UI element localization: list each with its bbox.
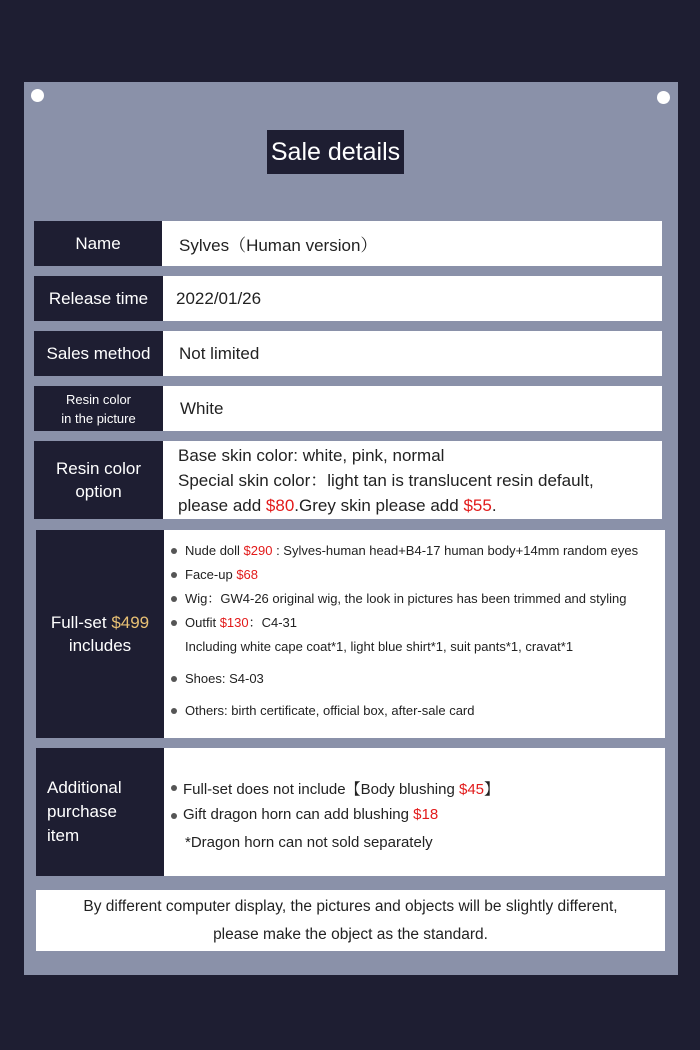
- list-item: [171, 806, 438, 823]
- disclaimer-line2: please make the object as the standard.: [213, 925, 488, 943]
- value-release-time: 2022/01/26: [176, 288, 262, 308]
- item-outfit-detail: Including white cape coat*1, light blue shirt*1, suit pants*1, cravat*1: [185, 639, 574, 654]
- text-segment: Nude doll: [185, 543, 244, 558]
- bullet-icon: [171, 572, 177, 578]
- row-label: [34, 386, 163, 431]
- row-resin-color-picture: [34, 386, 662, 431]
- text-segment: Outfit: [185, 615, 220, 630]
- row-label: [34, 221, 162, 266]
- row-label: [36, 530, 164, 738]
- text-segment: 】: [484, 781, 500, 798]
- row-value: [162, 221, 662, 266]
- label-release-time: Release time: [48, 288, 149, 308]
- price-face-up: $68: [236, 567, 259, 582]
- note: *Dragon horn can not sold separately: [185, 834, 433, 851]
- label-additional-line3: item: [47, 826, 80, 845]
- list-item: [171, 614, 573, 656]
- item-wig: Wig：GW4-26 original wig, the look in pictures has been trimmed and styling: [185, 591, 627, 606]
- price-outfit: $130: [219, 615, 249, 630]
- row-name: [34, 221, 662, 266]
- bullet-icon: [171, 785, 177, 791]
- label-additional-line1: Additional: [47, 778, 122, 797]
- row-fullset: [36, 530, 665, 738]
- text-segment: Full-set: [50, 613, 112, 632]
- row-value: [163, 276, 662, 321]
- list-item: [171, 542, 638, 560]
- resin-option-line3: [178, 493, 497, 518]
- value-name: Sylves（Human version）: [179, 236, 378, 255]
- text-segment: please add: [178, 495, 266, 515]
- value-sales-method: Not limited: [179, 343, 260, 363]
- text-segment: Gift dragon horn can add blushing: [183, 806, 414, 823]
- bullet-icon: [171, 620, 177, 626]
- text-segment: : Sylves-human head+B4-17 human body+14mm random eyes: [272, 543, 639, 558]
- item-shoes: Shoes: S4-03: [185, 671, 264, 686]
- item-others: Others: birth certificate, official box, after-sale card: [185, 703, 475, 718]
- list-item: [171, 778, 499, 799]
- row-value: [163, 331, 662, 376]
- row-value: [164, 748, 665, 876]
- label-resin-picture-line2: in the picture: [61, 410, 136, 426]
- label-name: Name: [75, 233, 121, 253]
- bullet-icon: [171, 676, 177, 682]
- row-label: [34, 331, 163, 376]
- item-body-blushing: [183, 778, 499, 799]
- price-body-blushing: $45: [459, 781, 485, 798]
- label-fullset-line2: includes: [68, 636, 132, 655]
- value-resin-picture: White: [180, 398, 224, 418]
- pin-dot-right: [657, 91, 670, 104]
- text-segment: Full-set does not include【Body blushing: [183, 781, 459, 798]
- pin-dot-left: [31, 89, 44, 102]
- item-nude-doll: [185, 542, 638, 560]
- row-value: [163, 441, 662, 519]
- resin-option-line2: Special skin color：light tan is translucent resin default,: [178, 470, 594, 490]
- bullet-icon: [171, 708, 177, 714]
- list-item: [171, 566, 258, 584]
- label-sales-method: Sales method: [46, 343, 151, 363]
- disclaimer: [36, 890, 665, 951]
- row-value: [163, 386, 662, 431]
- price-grey-skin: $55: [463, 495, 492, 515]
- price-light-tan: $80: [265, 495, 295, 515]
- text-segment: ：C4-31: [248, 615, 298, 630]
- label-resin-picture-line1: Resin color: [65, 391, 132, 407]
- price-fullset: $499: [111, 613, 150, 632]
- item-face-up: [185, 566, 258, 584]
- sale-details-panel: [24, 82, 678, 975]
- label-resin-option-line2: option: [75, 482, 122, 501]
- row-label: [36, 748, 164, 876]
- row-release-time: [34, 276, 662, 321]
- row-additional-purchase: [36, 748, 665, 876]
- item-dragon-horn: [183, 806, 438, 823]
- list-item: [171, 702, 475, 720]
- price-dragon-horn: $18: [413, 806, 439, 823]
- item-outfit: [185, 614, 573, 656]
- list-item: [171, 590, 626, 608]
- price-nude-doll: $290: [243, 543, 273, 558]
- bullet-icon: [171, 813, 177, 819]
- row-label: [34, 441, 163, 519]
- row-value: [164, 530, 665, 738]
- label-fullset-line1: [51, 611, 149, 634]
- row-resin-color-option: [34, 441, 662, 519]
- text-segment: .Grey skin please add: [294, 495, 464, 515]
- page-title: Sale details: [267, 130, 404, 174]
- bullet-icon: [171, 548, 177, 554]
- disclaimer-line1: By different computer display, the pictures and objects will be slightly different,: [83, 897, 618, 915]
- text-segment: Face-up: [185, 567, 237, 582]
- label-additional-line2: purchase: [47, 802, 117, 821]
- row-sales-method: [34, 331, 662, 376]
- item-outfit-line1: [185, 614, 573, 632]
- text-segment: .: [491, 495, 497, 515]
- label-resin-option-line1: Resin color: [55, 459, 142, 478]
- row-label: [34, 276, 163, 321]
- list-item: [171, 670, 264, 688]
- bullet-icon: [171, 596, 177, 602]
- resin-option-line1: Base skin color: white, pink, normal: [178, 445, 445, 465]
